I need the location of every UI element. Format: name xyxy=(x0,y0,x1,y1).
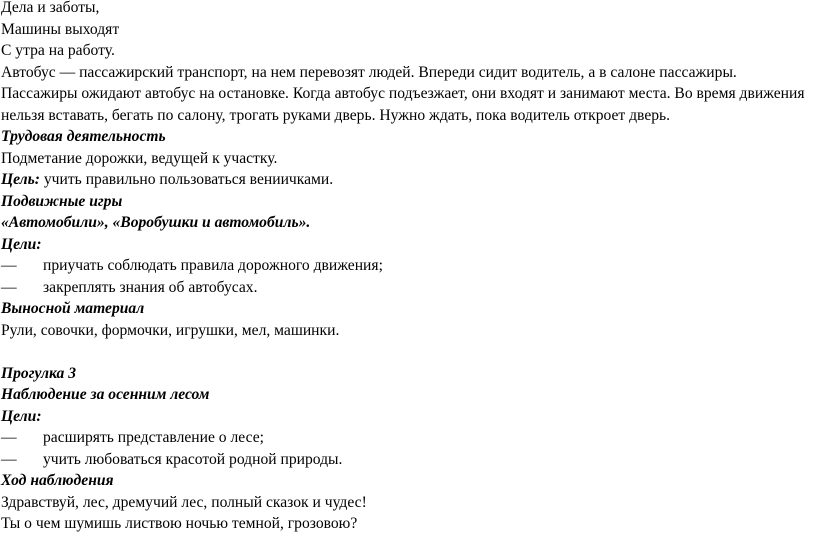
walk3-subheading: Наблюдение за осенним лесом xyxy=(1,386,210,403)
games-heading: Подвижные игры xyxy=(1,192,123,210)
blank-line xyxy=(1,341,813,363)
list-dash: — xyxy=(1,257,17,274)
list-item-text: приучать соблюдать правила дорожного движения; xyxy=(43,257,383,274)
poem-line-3: С утра на работу. xyxy=(1,42,115,59)
list-item-text: расширять представление о лесе; xyxy=(43,429,264,446)
list-item xyxy=(1,255,813,277)
labor-goal-text: учить правильно пользоваться вениичками. xyxy=(39,171,334,188)
walk3-goals-label: Цели: xyxy=(1,407,42,425)
labor-heading: Трудовая деятельность xyxy=(1,128,166,145)
labor-task: Подметание дорожки, ведущей к участку. xyxy=(1,149,278,167)
material-heading: Выносной материал xyxy=(1,300,145,317)
list-dash: — xyxy=(1,450,17,468)
list-item-text: учить любоваться красотой родной природы. xyxy=(43,450,343,468)
bus-paragraph: Автобус — пассажирский транспорт, на нем перевозят людей. Впереди сидит водитель, а в салоне пассажиры. Пассажиры ожидают автобус на остановке. Когда автобус подъезжает, они входят и занимают места. Во время движения нельзя вставать, бегать по салону, трогать руками дверь. Нужно ждать, пока водитель откроет дверь. xyxy=(1,63,805,124)
labor-goal-label: Цель: xyxy=(1,171,40,188)
list-item xyxy=(1,449,813,471)
list-item xyxy=(1,277,813,299)
forest-poem-line-1: Здравствуй, лес, дремучий лес, полный сказок и чудес! xyxy=(1,493,367,511)
poem-line-2: Машины выходят xyxy=(1,20,120,38)
list-dash: — xyxy=(1,278,17,296)
poem-line-1: Дела и заботы, xyxy=(1,0,100,16)
forest-poem-line-2: Ты о чем шумишь листвою ночью темной, грозовою? xyxy=(1,515,358,532)
course-heading: Ход наблюдения xyxy=(1,472,114,489)
document-page xyxy=(1,0,813,535)
list-item xyxy=(1,427,813,449)
list-item-text: закреплять знания об автобусах. xyxy=(43,278,258,296)
material-text: Рули, совочки, формочки, игрушки, мел, машинки. xyxy=(1,321,340,339)
walk3-heading: Прогулка 3 xyxy=(1,364,76,382)
games-titles: «Автомобили», «Воробушки и автомобиль». xyxy=(1,214,311,231)
labor-goal xyxy=(1,169,813,191)
games-goals-label: Цели: xyxy=(1,235,42,253)
list-dash: — xyxy=(1,429,17,446)
